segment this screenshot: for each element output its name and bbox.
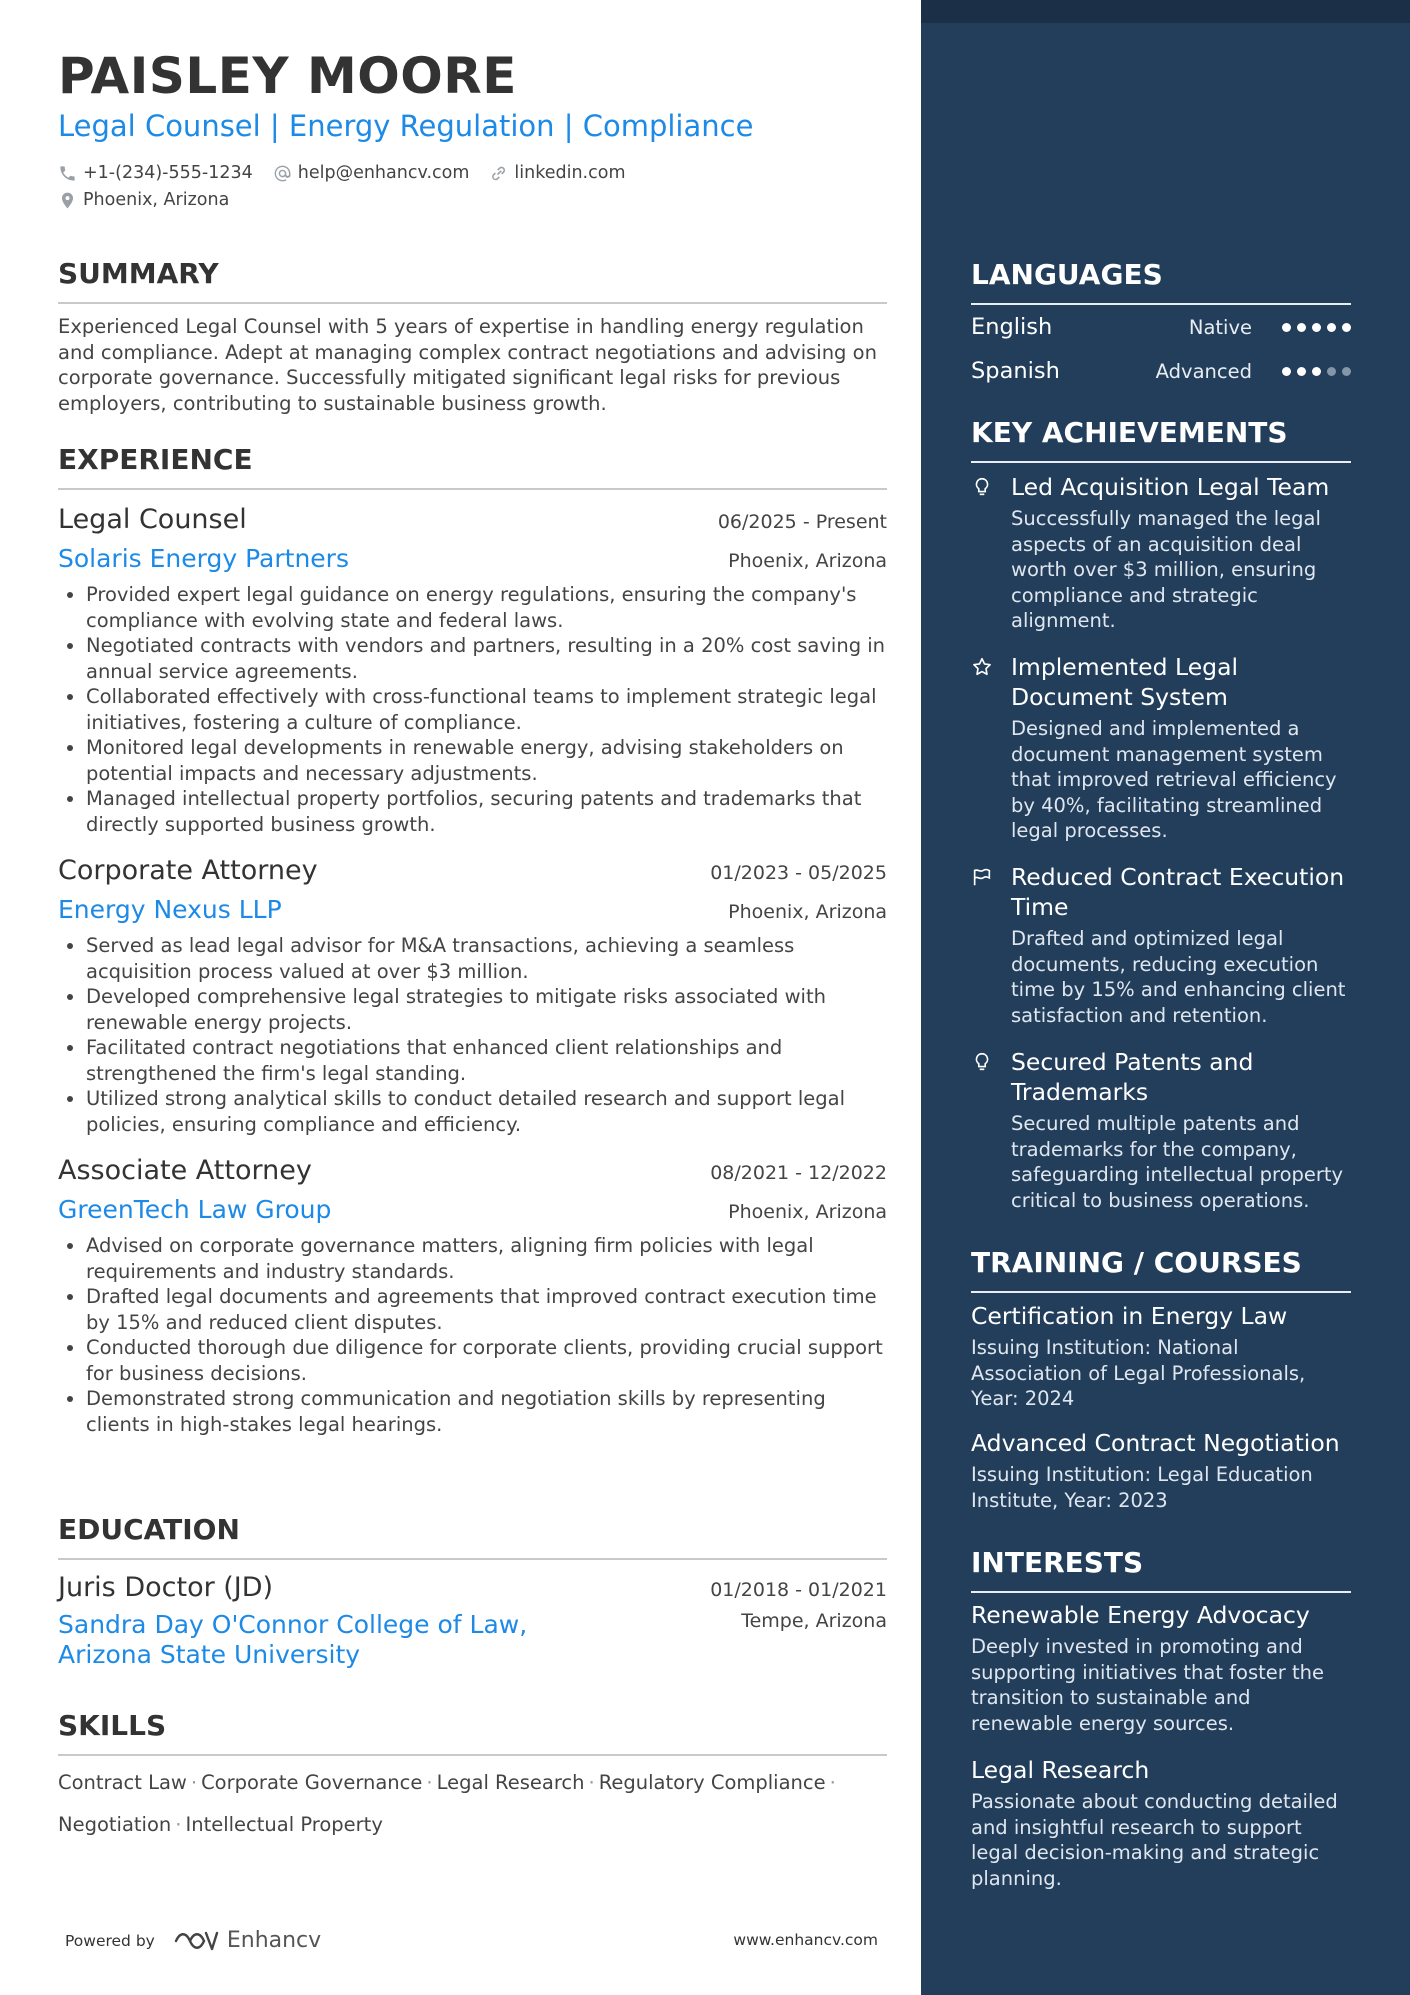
skill-separator: · <box>175 1813 182 1836</box>
job-bullets <box>58 933 887 1137</box>
job-company: Energy Nexus LLP <box>58 895 282 924</box>
achievement-description: Successfully managed the legal aspects of an acquisition deal worth over $3 million, ensuring compliance and strategic alignment. <box>1011 507 1321 632</box>
section-divider <box>58 1754 887 1756</box>
job-bullet: • Facilitated contract negotiations that enhanced client relationships and strengthened the firm's legal standing. <box>86 1035 887 1086</box>
skill-item: Contract Law <box>58 1771 187 1794</box>
location-pin-icon <box>58 191 77 210</box>
job-dates: 08/2021 - 12/2022 <box>710 1162 887 1184</box>
skill-item: Legal Research <box>436 1771 585 1794</box>
language-name: English <box>971 314 1053 340</box>
interest-title: Renewable Energy Advocacy <box>971 1601 1310 1629</box>
language-proficiency-dots <box>1282 367 1351 376</box>
section-divider <box>971 1291 1351 1293</box>
summary-heading: SUMMARY <box>58 257 219 290</box>
job-bullet: • Conducted thorough due diligence for corporate clients, providing crucial support for business decisions. <box>86 1335 887 1386</box>
achievements-section <box>971 415 1351 463</box>
link-icon <box>489 164 508 183</box>
candidate-headline: Legal Counsel | Energy Regulation | Compliance <box>58 109 754 143</box>
footer-branding <box>65 1928 321 1953</box>
skill-item: Corporate Governance <box>201 1771 423 1794</box>
interests-heading: INTERESTS <box>971 1546 1144 1579</box>
section-divider <box>58 302 887 304</box>
sidebar <box>921 0 1410 1995</box>
achievements-heading: KEY ACHIEVEMENTS <box>971 416 1288 449</box>
job-entry <box>58 853 887 1137</box>
candidate-name: PAISLEY MOORE <box>58 47 517 105</box>
achievement-title: Led Acquisition Legal Team <box>1011 473 1330 501</box>
contact-linkedin[interactable] <box>489 160 625 187</box>
proficiency-dot-filled <box>1312 323 1321 332</box>
location-text: Phoenix, Arizona <box>83 190 230 210</box>
interest-description: Passionate about conducting detailed and insightful research to support legal decision-making and strategic planning. <box>971 1790 1338 1890</box>
interest-title: Legal Research <box>971 1756 1150 1784</box>
enhancv-brand-text: Enhancv <box>226 1928 322 1953</box>
linkedin-text[interactable]: linkedin.com <box>514 163 626 183</box>
star-icon <box>971 652 997 844</box>
job-entry <box>58 502 887 837</box>
achievement-description: Designed and implemented a document management system that improved retrieval efficiency by 40%, facilitating streamlined legal processes. <box>1011 717 1337 842</box>
job-location: Phoenix, Arizona <box>728 901 887 923</box>
job-bullet: • Provided expert legal guidance on energy regulations, ensuring the company's compliance with evolving state and federal laws. <box>86 582 887 633</box>
job-company: GreenTech Law Group <box>58 1195 332 1224</box>
experience-section-header <box>58 442 887 490</box>
flag-icon <box>971 862 997 1028</box>
powered-by-text: Powered by <box>65 1931 155 1950</box>
phone-icon <box>58 164 77 183</box>
job-title: Legal Counsel <box>58 504 247 535</box>
proficiency-dot-empty <box>1327 367 1336 376</box>
degree-title: Juris Doctor (JD) <box>58 1572 274 1603</box>
achievement-item <box>971 1047 1351 1213</box>
job-title: Corporate Attorney <box>58 855 318 886</box>
training-heading: TRAINING / COURSES <box>971 1246 1302 1279</box>
language-proficiency-dots <box>1282 323 1351 332</box>
achievement-item <box>971 652 1351 844</box>
proficiency-dot-filled <box>1312 367 1321 376</box>
job-bullet: • Managed intellectual property portfolios, securing patents and trademarks that directly supported business growth. <box>86 786 887 837</box>
school-name: Sandra Day O'Connor College of Law, Arizona State University <box>58 1610 528 1669</box>
education-heading: EDUCATION <box>58 1513 240 1546</box>
interest-item <box>971 1600 1351 1736</box>
achievement-title: Secured Patents and Trademarks <box>1011 1048 1254 1106</box>
summary-text: Experienced Legal Counsel with 5 years of expertise in handling energy regulation and compliance. Adept at managing complex contract negotiations and advising on corporate governance. Successfully mitigated significant legal risks for previous employers, contributing to sustainable business growth. <box>58 315 877 415</box>
section-divider <box>971 1591 1351 1593</box>
language-item <box>971 305 1351 349</box>
interest-description: Deeply invested in promoting and supporting initiatives that foster the transition to sustainable and renewable energy sources. <box>971 1635 1324 1735</box>
footer-url[interactable]: www.enhancv.com <box>733 1931 878 1949</box>
training-item <box>971 1301 1351 1412</box>
language-item <box>971 349 1351 393</box>
proficiency-dot-filled <box>1297 323 1306 332</box>
job-company: Solaris Energy Partners <box>58 544 349 573</box>
job-location: Phoenix, Arizona <box>728 550 887 572</box>
job-dates: 01/2023 - 05/2025 <box>710 862 887 884</box>
achievement-description: Secured multiple patents and trademarks for the company, safeguarding intellectual property critical to business operations. <box>1011 1112 1344 1212</box>
job-bullet: • Developed comprehensive legal strategies to mitigate risks associated with renewable energy projects. <box>86 984 887 1035</box>
training-title: Certification in Energy Law <box>971 1302 1288 1330</box>
skill-separator: · <box>829 1771 836 1794</box>
lightbulb-icon <box>971 1047 997 1213</box>
proficiency-dot-filled <box>1282 367 1291 376</box>
skill-item: Negotiation <box>58 1813 172 1836</box>
job-bullet: • Utilized strong analytical skills to conduct detailed research and support legal policies, ensuring compliance and efficiency. <box>86 1086 887 1137</box>
achievement-description: Drafted and optimized legal documents, reducing execution time by 15% and enhancing client satisfaction and retention. <box>1011 927 1346 1027</box>
sidebar-top-band <box>921 0 1410 23</box>
job-bullet: • Demonstrated strong communication and negotiation skills by representing clients in high-stakes legal hearings. <box>86 1386 887 1437</box>
education-entry <box>58 1570 887 1670</box>
job-dates: 06/2025 - Present <box>717 511 887 533</box>
education-section-header <box>58 1512 887 1560</box>
language-level: Native <box>1188 315 1252 339</box>
education-dates: 01/2018 - 01/2021 <box>710 1579 887 1601</box>
skill-separator: · <box>190 1771 198 1794</box>
achievement-title: Reduced Contract Execution Time <box>1011 863 1345 921</box>
training-description: Issuing Institution: Legal Education Institute, Year: 2023 <box>971 1463 1313 1512</box>
job-bullet: • Negotiated contracts with vendors and partners, resulting in a 20% cost saving in annual service agreements. <box>86 633 887 684</box>
at-sign-icon <box>273 164 292 183</box>
enhancv-logo[interactable] <box>173 1928 321 1953</box>
training-section <box>971 1245 1351 1293</box>
interest-item <box>971 1755 1351 1891</box>
contact-info <box>58 160 887 214</box>
training-item <box>971 1428 1351 1513</box>
language-level: Advanced <box>1155 359 1252 383</box>
training-title: Advanced Contract Negotiation <box>971 1429 1340 1457</box>
proficiency-dot-filled <box>1342 323 1351 332</box>
achievement-item <box>971 472 1351 634</box>
skills-heading: SKILLS <box>58 1709 167 1742</box>
languages-section <box>971 257 1351 393</box>
job-bullet: • Monitored legal developments in renewable energy, advising stakeholders on potential impacts and necessary adjustments. <box>86 735 887 786</box>
job-bullet: • Served as lead legal advisor for M&A transactions, achieving a seamless acquisition process valued at over $3 million. <box>86 933 887 984</box>
interests-section <box>971 1545 1351 1593</box>
skills-section-header <box>58 1708 887 1756</box>
achievement-title: Implemented Legal Document System <box>1011 653 1239 711</box>
skill-item: Regulatory Compliance <box>598 1771 826 1794</box>
job-title: Associate Attorney <box>58 1155 312 1186</box>
skill-separator: · <box>426 1771 433 1794</box>
enhancv-logo-icon <box>173 1929 219 1953</box>
proficiency-dot-empty <box>1342 367 1351 376</box>
contact-email[interactable] <box>273 160 470 187</box>
proficiency-dot-filled <box>1282 323 1291 332</box>
job-location: Phoenix, Arizona <box>728 1201 887 1223</box>
contact-location <box>58 187 229 214</box>
section-divider <box>971 461 1351 463</box>
section-divider <box>58 488 887 490</box>
job-entry <box>58 1153 887 1437</box>
skill-separator: · <box>588 1771 595 1794</box>
job-bullets <box>58 1233 887 1437</box>
languages-heading: LANGUAGES <box>971 258 1163 291</box>
proficiency-dot-filled <box>1297 367 1306 376</box>
experience-heading: EXPERIENCE <box>58 443 253 476</box>
section-divider <box>58 1558 887 1560</box>
job-bullet: • Drafted legal documents and agreements that improved contract execution time by 15% and reduced client disputes. <box>86 1284 887 1335</box>
education-location: Tempe, Arizona <box>741 1610 887 1632</box>
job-bullet: • Collaborated effectively with cross-functional teams to implement strategic legal initiatives, fostering a culture of compliance. <box>86 684 887 735</box>
lightbulb-icon <box>971 472 997 634</box>
main-column <box>58 46 887 1836</box>
email-text[interactable]: help@enhancv.com <box>297 163 470 183</box>
skills-list <box>58 1762 887 1846</box>
phone-text: +1-(234)-555-1234 <box>83 163 253 183</box>
skill-item: Intellectual Property <box>185 1813 383 1836</box>
training-description: Issuing Institution: National Association of Legal Professionals, Year: 2024 <box>971 1336 1306 1410</box>
proficiency-dot-filled <box>1327 323 1336 332</box>
job-bullets <box>58 582 887 837</box>
achievement-item <box>971 862 1351 1028</box>
job-bullet: • Advised on corporate governance matters, aligning firm policies with legal requirements and industry standards. <box>86 1233 887 1284</box>
summary-section-header <box>58 256 887 304</box>
contact-phone <box>58 160 253 187</box>
language-name: Spanish <box>971 358 1060 384</box>
